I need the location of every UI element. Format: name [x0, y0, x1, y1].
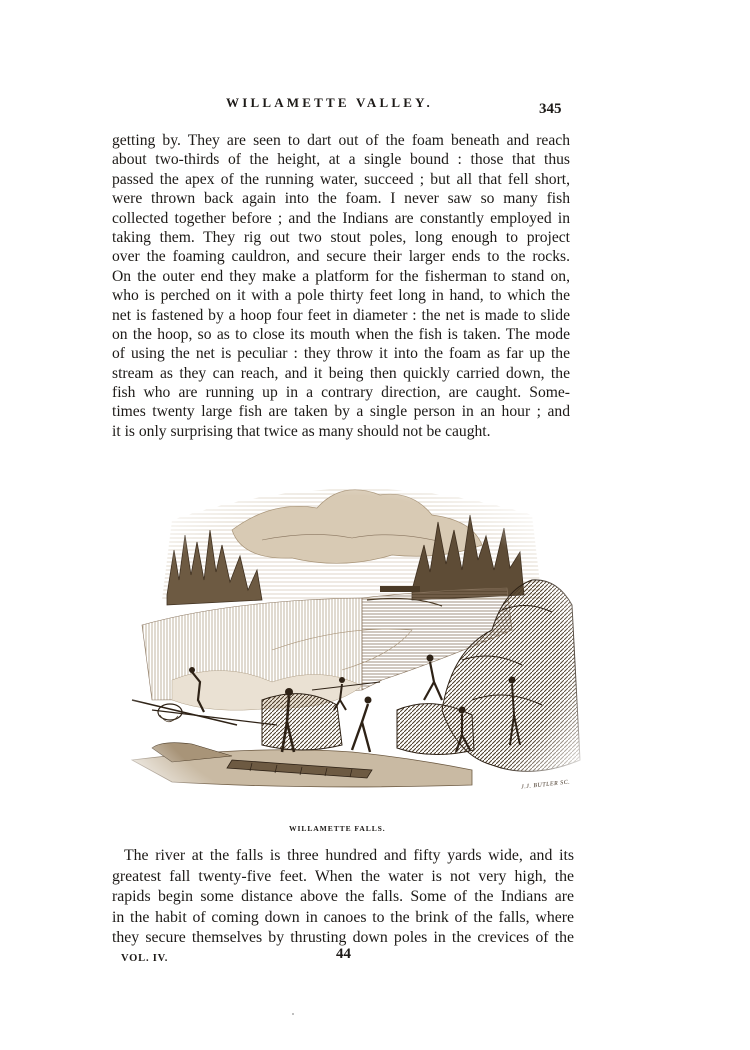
willamette-falls-engraving: [112, 460, 584, 816]
paragraph-river: [112, 846, 574, 949]
text-line: it is only surprising that twice as many should not be caught.: [112, 422, 491, 440]
text-line: they secure themselves by thrusting down poles in the crevices of the: [112, 929, 574, 946]
text-line: taking them. They rig out two stout poles, long enough to project: [112, 228, 570, 246]
figure-caption: WILLAMETTE FALLS.: [289, 824, 386, 833]
text-line: On the outer end they make a platform for the fisherman to stand on,: [112, 267, 570, 285]
page-number: 345: [539, 101, 562, 117]
text-line: who is perched on it with a pole thirty feet long in hand, to which the: [112, 287, 570, 305]
text-line: in the habit of coming down in canoes to the brink of the falls, where: [112, 908, 574, 926]
text-line: fish who are running up in a contrary direction, are caught. Some-: [112, 384, 570, 402]
text-line: on the hoop, so as to close its mouth when the fish is taken. The mode: [112, 325, 570, 343]
signature-mark: 44: [336, 946, 351, 962]
paragraph-fishing: [112, 131, 570, 441]
engraver-signature: J.J. BUTLER SC.: [520, 779, 571, 791]
text-line: rapids begin some distance above the falls. Some of the Indians are: [112, 888, 574, 905]
text-line: times twenty large fish are taken by a single person in an hour ; and: [112, 403, 570, 421]
text-line: getting by. They are seen to dart out of the foam beneath and reach: [112, 132, 570, 149]
text-line: collected together before ; and the Indians are constantly employed in: [112, 209, 570, 227]
paper-speck: [292, 1013, 294, 1015]
text-line: of using the net is peculiar : they throw it into the foam as far up the: [112, 345, 570, 363]
text-line: stream as they can reach, and it being then quickly carried down, the: [112, 364, 570, 382]
text-line: were thrown back again into the foam. I never saw so many fish: [112, 190, 570, 208]
volume-label: VOL. IV.: [121, 953, 169, 964]
text-line: net is fastened by a hoop four feet in diameter : the net is made to slide: [112, 306, 570, 324]
text-line: The river at the falls is three hundred and fifty yards wide, and its: [124, 847, 574, 864]
text-line: about two-thirds of the height, at a single bound : those that thus: [112, 151, 570, 169]
text-line: passed the apex of the running water, succeed ; but all that fell short,: [112, 170, 570, 188]
text-line: over the foaming cauldron, and secure their larger ends to the rocks.: [112, 248, 570, 266]
running-title: WILLAMETTE VALLEY.: [226, 95, 433, 110]
text-line: greatest fall twenty-five feet. When the water is not very high, the: [112, 867, 574, 885]
